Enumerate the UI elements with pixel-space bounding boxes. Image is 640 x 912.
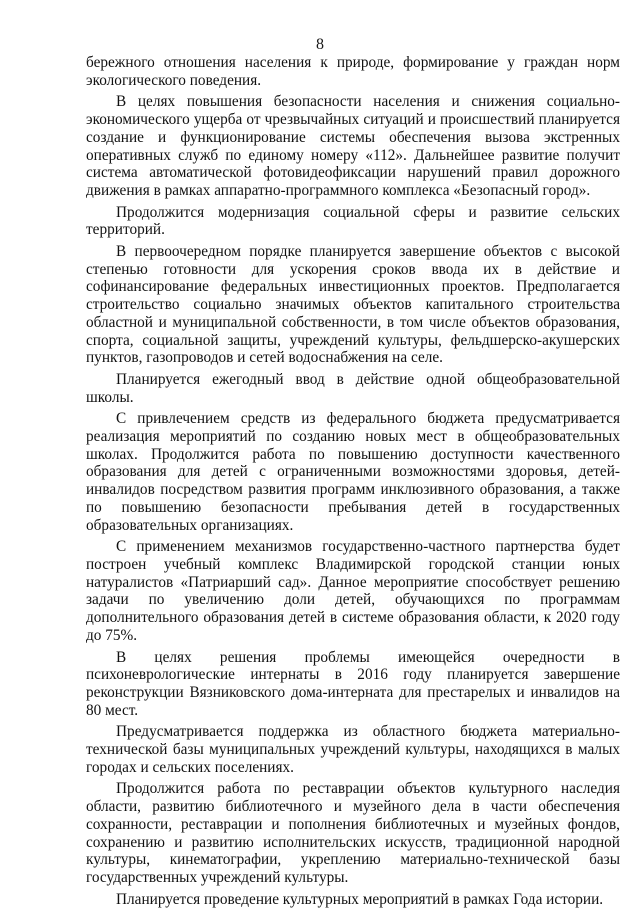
paragraph-school-annual: Планируется ежегодный ввод в действие одной общеобразовательной школы. (86, 370, 620, 406)
paragraph-construction: В первоочередном порядке планируется завершение объектов с высокой степенью готовности для ускорения сроков ввода их в действие и софинансирование федеральных инвестиционных проектов. Предполагается строительство социально значимых объектов капитального строительства областной и муниципальной собственности, в том числе объектов образования, спорта, социальной защиты, учреждений культуры, фельдшерско-акушерских пунктов, газопроводов и сетей водоснабжения на селе. (86, 243, 620, 367)
paragraph-culture-support: Предусматривается поддержка из областного бюджета материально-технической базы муниципальных учреждений культуры, находящихся в малых городах и сельских поселениях. (86, 723, 620, 776)
paragraph-social-modernization: Продолжится модернизация социальной сферы и развитие сельских территорий. (86, 203, 620, 239)
paragraph-psychoneurological: В целях решения проблемы имеющейся очередности в психоневрологические интернаты в 2016 году планируется завершение реконструкции Вязниковского дома-интерната для престарелых и инвалидов на 80 мест. (86, 648, 620, 719)
document-body (86, 54, 620, 912)
paragraph-emergency-services: В целях повышения безопасности населения и снижения социально-экономического ущерба от чрезвычайных ситуаций и происшествий планируется создание и функционирование системы обеспечения вызова экстренных оперативных служб по единому номеру «112». Дальнейшее развитие получит система автоматической фотовидеофиксации нарушений правил дорожного движения в рамках аппаратно-программного комплекса «Безопасный город». (86, 93, 620, 199)
paragraph-cultural-heritage: Продолжится работа по реставрации объектов культурного наследия области, развитию библиотечного и музейного дела в части обеспечения сохранности, реставрации и пополнения библиотечных и музейных фондов, сохранению и развитию исполнительских искусств, традиционной народной культуры, кинематографии, укреплению материально-технической базы государственных учреждений культуры. (86, 780, 620, 886)
page-number: 8 (316, 36, 324, 53)
paragraph-history-year: Планируется проведение культурных мероприятий в рамках Года истории. (116, 890, 604, 908)
paragraph-public-private-partnership: С применением механизмов государственно-частного партнерства будет построен учебный комплекс Владимирской городской станции юных натуралистов «Патриарший сад». Данное мероприятие способствует решению задачи по увеличению доли детей, обучающихся по программам дополнительного образования детей в системе образования области, к 2020 году до 75%. (86, 538, 620, 644)
paragraph-continuation: бережного отношения населения к природе, формирование у граждан норм экологического поведения. (86, 54, 620, 89)
paragraph-federal-budget-schools: С привлечением средств из федерального бюджета предусматривается реализация мероприятий по созданию новых мест в общеобразовательных школах. Продолжится работа по повышению доступности качественного образования для детей с ограниченными возможностями здоровья, детей-инвалидов посредством развития программ инклюзивного образования, а также по повышению безопасности пребывания детей в государственных образовательных организациях. (86, 410, 620, 534)
